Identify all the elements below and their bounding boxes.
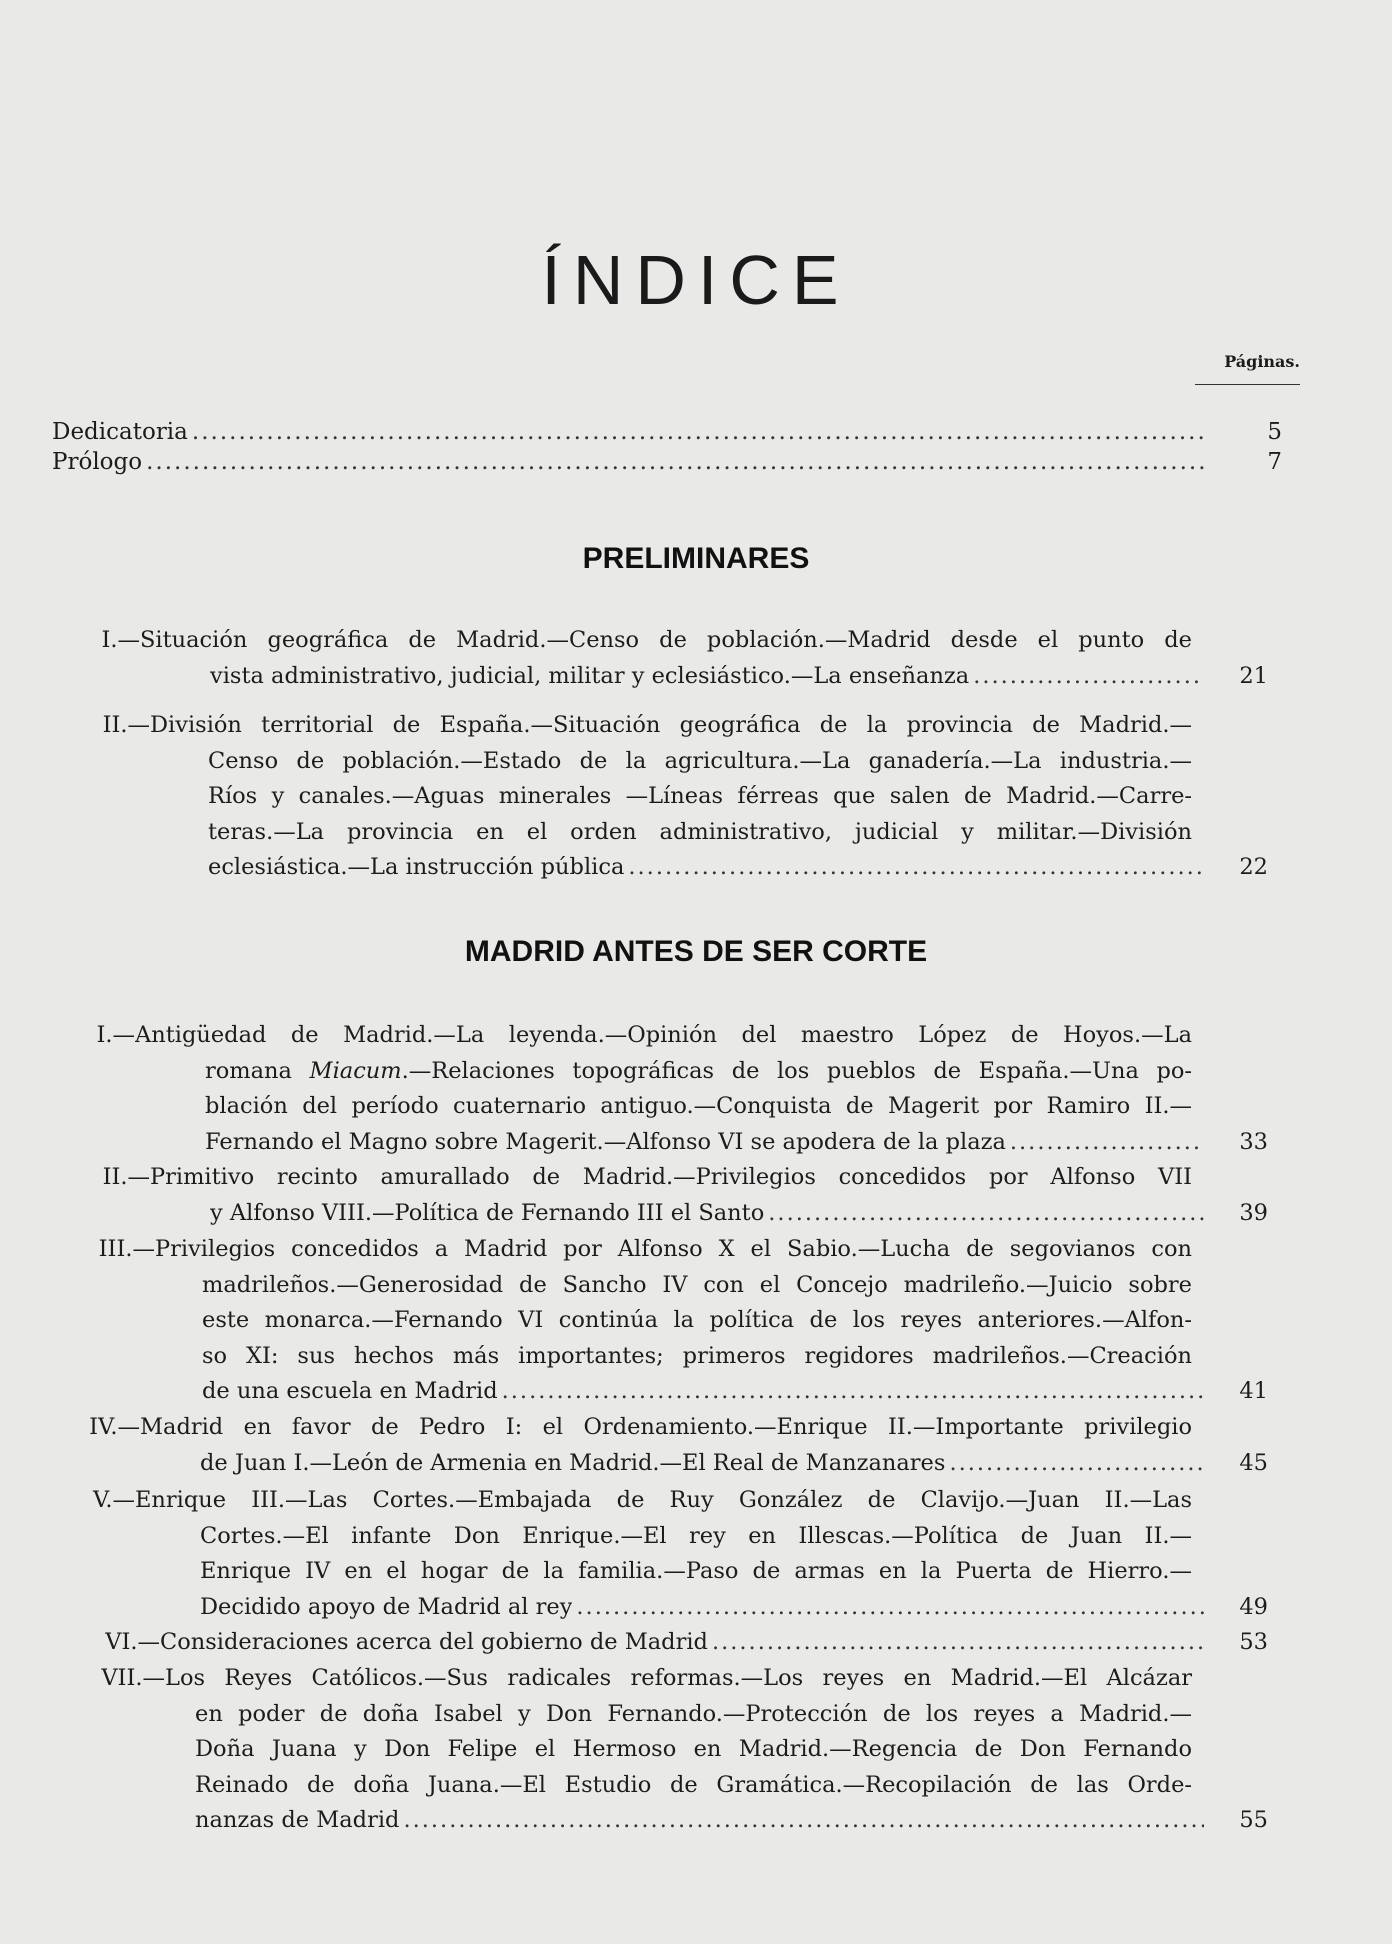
entry-text: Decidido apoyo de Madrid al rey xyxy=(200,1593,573,1620)
entry-number: II.— xyxy=(102,1164,150,1190)
leader-dots xyxy=(403,1803,1204,1839)
entry-number: I.— xyxy=(96,1022,135,1048)
pages-column-rule xyxy=(1195,384,1300,385)
leader-dots xyxy=(192,415,1208,449)
entry-text: nanzas de Madrid xyxy=(195,1807,400,1833)
leader-dots xyxy=(1010,1125,1204,1161)
toc-entry-label: Prólogo xyxy=(52,449,143,475)
entry-text: Primitivo recinto amurallado de Madrid.—Privilegios concedidos por Alfonso VII xyxy=(150,1164,1192,1190)
entry-number: VII.— xyxy=(101,1665,165,1691)
leader-dots xyxy=(712,1625,1204,1661)
leader-dots xyxy=(576,1590,1204,1626)
entry-page: 33 xyxy=(1239,1128,1268,1155)
toc-entry-page: 5 xyxy=(1267,419,1282,445)
entry-text: vista administrativo, judicial, militar y eclesiástico.—La enseñanza xyxy=(210,662,970,689)
entry-page: 41 xyxy=(1239,1378,1268,1404)
leader-dots xyxy=(949,1446,1204,1482)
page-title: ÍNDICE xyxy=(541,241,851,319)
entry-page: 53 xyxy=(1239,1629,1268,1655)
entry-text: Ríos y canales.—Aguas minerales —Líneas férreas que salen de Madrid.—Carre- xyxy=(208,783,1192,809)
entry-page: 39 xyxy=(1239,1199,1268,1226)
toc-entry-label: Dedicatoria xyxy=(52,419,188,445)
pages-column-label: Páginas. xyxy=(1224,352,1300,371)
entry-number: IV.— xyxy=(89,1414,140,1440)
entry-page: 22 xyxy=(1239,854,1268,880)
entry-text: este monarca.—Fernando VI continúa la política de los reyes anteriores.—Alfon- xyxy=(202,1307,1192,1333)
entry-text: Antigüedad de Madrid.—La leyenda.—Opinión del maestro López de Hoyos.—La xyxy=(135,1022,1192,1048)
toc-entry-prologo xyxy=(52,445,1282,479)
entry-text: Los Reyes Católicos.—Sus radicales reformas.—Los reyes en Madrid.—El Alcázar xyxy=(165,1665,1192,1691)
entry-text: Doña Juana y Don Felipe el Hermoso en Madrid.—Regencia de Don Fernando xyxy=(195,1736,1192,1762)
entry-page: 21 xyxy=(1239,662,1268,689)
entry-text: Enrique IV en el hogar de la familia.—Paso de armas en la Puerta de Hierro.— xyxy=(200,1558,1192,1584)
entry-text: en poder de doña Isabel y Don Fernando.—Protección de los reyes a Madrid.— xyxy=(195,1700,1192,1727)
entry-number: II.— xyxy=(102,712,150,738)
entry-number: I.— xyxy=(101,627,140,653)
leader-dots xyxy=(973,659,1204,695)
entry-number: V.— xyxy=(93,1487,135,1513)
entry-text: Consideraciones acerca del gobierno de Madrid xyxy=(160,1629,708,1655)
entry-text: eclesiástica.—La instrucción pública xyxy=(208,854,625,880)
entry-page: 45 xyxy=(1239,1449,1268,1476)
entry-text: so XI: sus hechos más importantes; primeros regidores madrileños.—Creación xyxy=(202,1342,1192,1369)
entry-page: 49 xyxy=(1239,1593,1268,1620)
entry-text: Situación geográfica de Madrid.—Censo de población.—Madrid desde el punto de xyxy=(140,627,1192,653)
entry-text: Censo de población.—Estado de la agricultura.—La ganadería.—La industria.— xyxy=(208,747,1192,774)
entry-text: Cortes.—El infante Don Enrique.—El rey en Illescas.—Política de Juan II.— xyxy=(200,1522,1192,1549)
entry-text: Fernando el Magno sobre Magerit.—Alfonso VI se apodera de la plaza xyxy=(205,1128,1006,1155)
entry-text: romana Miacum.—Relaciones topográficas de los pueblos de España.—Una po- xyxy=(205,1057,1192,1084)
leader-dots xyxy=(146,445,1208,479)
entry-text: Reinado de doña Juana.—El Estudio de Gramática.—Recopilación de las Orde- xyxy=(195,1771,1192,1798)
entry-text: de una escuela en Madrid xyxy=(202,1378,498,1404)
entry-text: División territorial de España.—Situación geográfica de la provincia de Madrid.— xyxy=(150,712,1192,738)
toc-entry-page: 7 xyxy=(1267,449,1282,475)
leader-dots xyxy=(502,1374,1204,1410)
entry-text: blación del período cuaternario antiguo.—Conquista de Magerit por Ramiro II.— xyxy=(205,1093,1192,1119)
toc-entry-dedicatoria xyxy=(52,415,1282,449)
entry-text: y Alfonso VIII.—Política de Fernando III el Santo xyxy=(210,1199,765,1226)
entry-page: 55 xyxy=(1239,1807,1268,1833)
entry-text: Privilegios concedidos a Madrid por Alfonso X el Sabio.—Lucha de segovianos con xyxy=(155,1236,1192,1262)
entry-number: III.— xyxy=(98,1236,155,1262)
entry-text: Madrid en favor de Pedro I: el Ordenamiento.—Enrique II.—Importante privilegio xyxy=(140,1414,1192,1440)
leader-dots xyxy=(628,850,1204,886)
entry-text: Enrique III.—Las Cortes.—Embajada de Ruy González de Clavijo.—Juan II.—Las xyxy=(135,1487,1192,1513)
leader-dots xyxy=(768,1196,1204,1232)
section-heading: PRELIMINARES xyxy=(582,542,810,575)
entry-text: teras.—La provincia en el orden administrativo, judicial y militar.—División xyxy=(208,818,1192,845)
entry-number: VI.— xyxy=(105,1629,160,1655)
entry-text: madrileños.—Generosidad de Sancho IV con el Concejo madrileño.—Juicio sobre xyxy=(202,1271,1192,1298)
entry-text: de Juan I.—León de Armenia en Madrid.—El Real de Manzanares xyxy=(200,1449,946,1476)
section-heading: MADRID ANTES DE SER CORTE xyxy=(464,935,928,968)
